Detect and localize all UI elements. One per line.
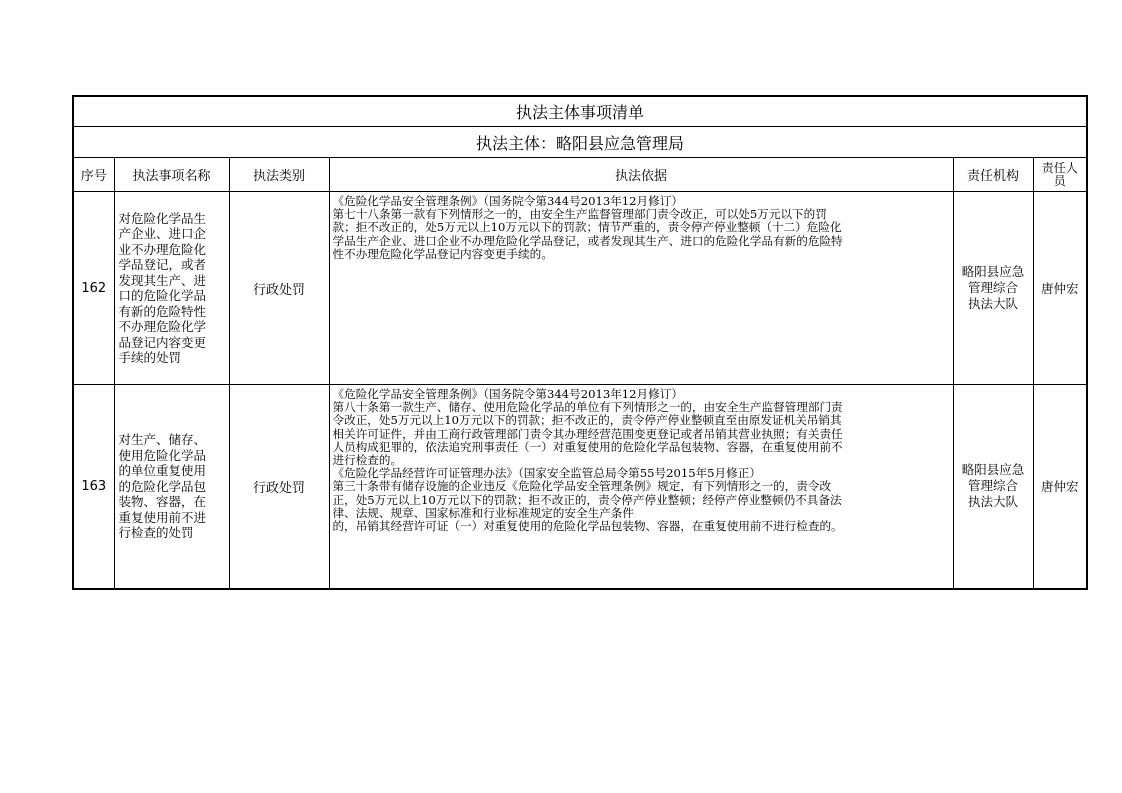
row-org-line: 执法大队 [967, 296, 1018, 311]
header-no: 序号 [73, 158, 114, 192]
basis-line: 性不办理危险化学品登记内容变更手续的。 [332, 246, 553, 261]
row-org-line: 管理综合 [967, 280, 1018, 295]
row-name-line: 对危险化学品生 [118, 210, 207, 226]
subtitle-row [73, 127, 1087, 158]
basis-line: 律、法规、规章、国家标准和行业标准规定的安全生产条件 [332, 505, 634, 520]
row-name [114, 385, 229, 589]
row-name-line: 装物、容器，在 [118, 494, 207, 509]
row-basis [329, 385, 953, 589]
row-no: 162 [73, 192, 114, 385]
row-org [953, 385, 1033, 589]
row-basis [329, 192, 953, 385]
basis-line: 第七十八条第一款有下列情形之一的，由安全生产监督管理部门责令改正，可以处5万元以下的罚 [332, 207, 827, 222]
row-name-line: 重复使用前不进 [118, 509, 207, 525]
row-org-line: 略阳县应急 [961, 264, 1025, 279]
basis-line: 学品生产企业、进口企业不办理危险化学品登记，或者发现其生产、进口的危险化学品有新的危险特 [332, 233, 843, 248]
row-name-line: 的单位重复使用 [118, 463, 207, 478]
row-name-line: 不办理危险化学 [118, 319, 207, 334]
row-name-line: 品登记内容变更 [118, 334, 207, 350]
row-name-line: 发现其生产、进 [118, 272, 207, 288]
header-type: 执法类别 [229, 158, 329, 192]
row-name-line: 使用危险化学品 [118, 447, 207, 463]
row-name-line: 业不办理危险化 [118, 241, 207, 257]
basis-line: 人员构成犯罪的，依法追究刑事责任（一）对重复使用的危险化学品包装物、容器，在重复使用前不 [332, 439, 843, 454]
row-name-line: 口的危险化学品 [118, 288, 207, 303]
page-subtitle: 执法主体：略阳县应急管理局 [73, 127, 1087, 158]
row-name [114, 192, 229, 385]
row-no: 163 [73, 385, 114, 589]
row-org-line: 管理综合 [967, 478, 1018, 494]
header-row [73, 158, 1087, 192]
basis-line: 款；拒不改正的，处5万元以上10万元以下的罚款；情节严重的，责令停产停业整顿（十二）危险化 [332, 220, 842, 235]
basis-line: 第三十条带有储存设施的企业违反《危险化学品安全管理条例》规定，有下列情形之一的，责令改 [332, 479, 832, 494]
basis-line: 《危险化学品安全管理条例》（国务院令第344号2013年12月修订） [332, 387, 683, 401]
basis-line: 《危险化学品经营许可证管理办法》（国家安全监管总局令第55号2015年5月修正） [332, 466, 761, 481]
header-person [1033, 158, 1087, 192]
enforcement-table [72, 95, 1088, 590]
row-person: 唐仲宏 [1033, 385, 1087, 589]
basis-line: 《危险化学品安全管理条例》（国务院令第344号2013年12月修订） [332, 194, 683, 208]
basis-line: 的，吊销其经营许可证（一）对重复使用的危险化学品包装物、容器，在重复使用前不进行检查的。 [332, 519, 843, 534]
row-name-line: 的危险化学品包 [118, 478, 207, 494]
header-basis: 执法依据 [329, 158, 953, 192]
basis-line: 正，处5万元以上10万元以下的罚款；拒不改正的，责令停产停业整顿；经停产停业整顿仍不具备法 [332, 492, 842, 507]
table-row [73, 192, 1087, 385]
row-org [953, 192, 1033, 385]
table-row [73, 385, 1087, 589]
row-name-line: 手续的处罚 [118, 350, 182, 365]
row-name-line: 学品登记，或者 [118, 257, 207, 272]
row-name-line: 行检查的处罚 [118, 525, 194, 540]
row-org-line: 执法大队 [967, 494, 1018, 510]
header-name: 执法事项名称 [114, 158, 229, 192]
row-name-line: 有新的危险特性 [118, 303, 207, 319]
row-name-line: 产企业、进口企 [118, 226, 207, 241]
header-org: 责任机构 [953, 158, 1033, 192]
header-person-line2: 员 [1053, 173, 1066, 188]
row-org-line: 略阳县应急 [961, 462, 1025, 478]
basis-line: 进行检查的。 [332, 453, 403, 468]
page-title: 执法主体事项清单 [73, 96, 1087, 127]
header-person-line1: 责任人 [1041, 160, 1078, 175]
row-name-line: 对生产、储存、 [118, 432, 207, 447]
row-person: 唐仲宏 [1033, 192, 1087, 385]
row-type: 行政处罚 [229, 192, 329, 385]
row-type: 行政处罚 [229, 385, 329, 589]
title-row [73, 96, 1087, 127]
basis-line: 令改正，处5万元以上10万元以下的罚款；拒不改正的，责令停产停业整顿直至由原发证机关吊销其 [332, 413, 842, 428]
basis-line: 相关许可证件，并由工商行政管理部门责令其办理经营范围变更登记或者吊销其营业执照；有关责任 [332, 426, 843, 441]
basis-line: 第八十条第一款生产、储存、使用危险化学品的单位有下列情形之一的，由安全生产监督管理部门责 [332, 400, 843, 415]
